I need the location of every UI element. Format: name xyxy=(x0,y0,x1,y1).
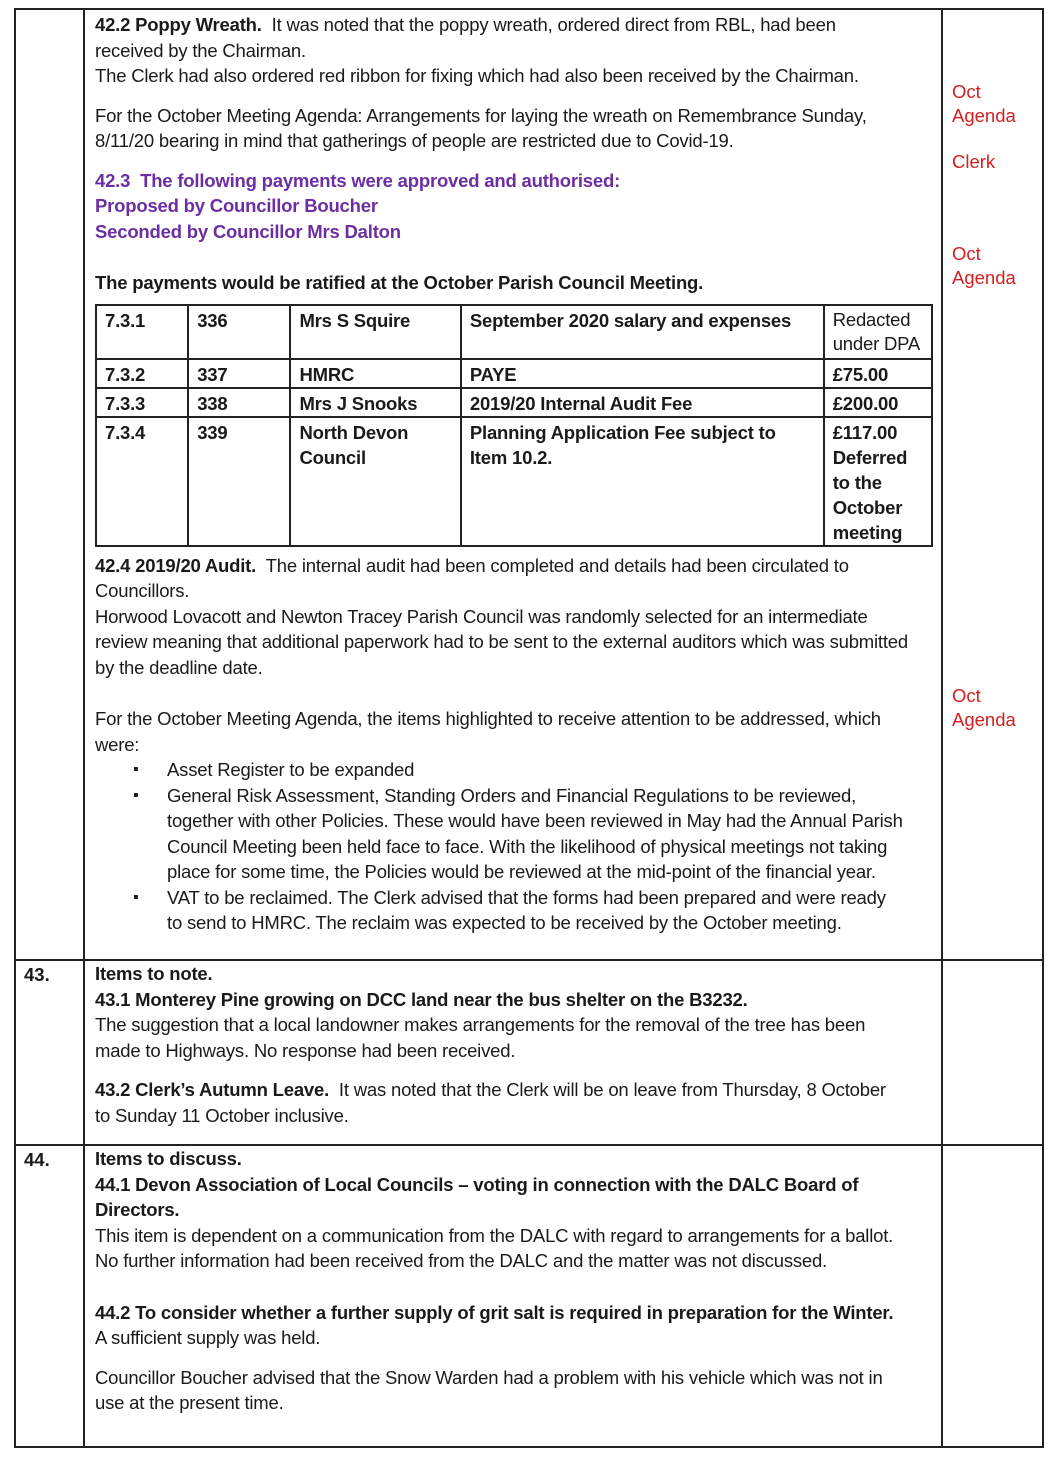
item-42-content xyxy=(95,12,937,936)
action-text: Oct xyxy=(952,81,981,102)
bullet-line: ▪ General Risk Assessment, Standing Orders and Financial Regulations to be reviewed, xyxy=(167,784,857,806)
payment-payee: Mrs J Snooks xyxy=(290,388,460,417)
table-row xyxy=(96,417,932,546)
grit-salt-line: A sufficient supply was held. xyxy=(95,1327,321,1348)
poppy-wreath-line: It was noted that the poppy wreath, ordered direct from RBL, had been xyxy=(271,14,836,35)
item-43-title: Items to note. xyxy=(95,963,213,984)
dalc-line: No further information had been received from the DALC and the matter was not discussed. xyxy=(95,1250,828,1271)
clerk-leave-line: to Sunday 11 October inclusive. xyxy=(95,1104,349,1126)
item-number-44: 44. xyxy=(24,1149,50,1170)
poppy-wreath-para xyxy=(95,12,937,38)
table-row xyxy=(96,359,932,388)
list-item xyxy=(167,885,937,936)
table-row xyxy=(96,305,932,359)
item-44-content xyxy=(95,1146,937,1416)
monterey-pine-line: made to Highways. No response had been received. xyxy=(95,1039,516,1061)
seconded-by: Seconded by Councillor Mrs Dalton xyxy=(95,220,401,242)
payment-cheque: 337 xyxy=(188,359,290,388)
bullet-line: place for some time, the Policies would be reviewed at the mid-point of the financial year. xyxy=(167,861,876,882)
payments-table xyxy=(95,304,933,547)
payment-cheque: 338 xyxy=(188,388,290,417)
column-divider-number xyxy=(83,8,85,1448)
audit-heading: 42.4 2019/20 Audit. xyxy=(95,554,257,576)
audit-line: Horwood Lovacott and Newton Tracey Parish Council was randomly selected for an intermediate xyxy=(95,605,868,627)
monterey-pine-line: The suggestion that a local landowner makes arrangements for the removal of the tree has been xyxy=(95,1014,866,1035)
october-agenda-line: 8/11/20 bearing in mind that gatherings of people are restricted due to Covid-19. xyxy=(95,130,734,151)
bullet-line: to send to HMRC. The reclaim was expected to be received by the October meeting. xyxy=(167,912,842,933)
dalc-line: This item is dependent on a communication from the DALC with regard to arrangements for a ballot. xyxy=(95,1224,894,1246)
payment-ref: 7.3.4 xyxy=(96,417,188,546)
payment-description: 2019/20 Internal Audit Fee xyxy=(461,388,824,417)
proposed-by: Proposed by Councillor Boucher xyxy=(95,195,378,216)
dalc-heading: Directors. xyxy=(95,1199,180,1220)
action-text: Oct xyxy=(952,243,981,264)
payment-ref: 7.3.2 xyxy=(96,359,188,388)
grit-salt-heading: 44.2 To consider whether a further supply of grit salt is required in preparation for the Winter. xyxy=(95,1301,894,1323)
payments-heading xyxy=(95,168,937,194)
clerk-leave-heading: 43.2 Clerk’s Autumn Leave. xyxy=(95,1079,330,1100)
audit-agenda-line: were: xyxy=(95,733,140,755)
action-oct-agenda-2 xyxy=(952,242,1016,290)
payment-ref: 7.3.3 xyxy=(96,388,188,417)
poppy-wreath-line: received by the Chairman. xyxy=(95,39,306,61)
payment-amount: £200.00 xyxy=(824,388,932,417)
list-item xyxy=(167,757,937,783)
payment-cheque: 339 xyxy=(188,417,290,546)
table-row xyxy=(96,388,932,417)
payment-amount: £117.00 Deferred to the October meeting xyxy=(824,417,932,546)
item-43-content xyxy=(95,961,937,1128)
minutes-page xyxy=(14,8,1044,1448)
bullet-line: ▪ VAT to be reclaimed. The Clerk advised that the forms had been prepared and were ready xyxy=(167,886,886,908)
bullet-line: Council Meeting been held face to face. With the likelihood of physical meetings not taking xyxy=(167,835,888,857)
audit-para xyxy=(95,553,937,579)
audit-bullet-list xyxy=(95,757,937,936)
column-divider-action xyxy=(941,8,943,1448)
payment-description: September 2020 salary and expenses xyxy=(461,305,824,359)
bullet-line: together with other Policies. These would have been reviewed in May had the Annual Parish xyxy=(167,810,903,831)
audit-line: review meaning that additional paperwork had to be sent to the external auditors which was submitted xyxy=(95,631,908,652)
payment-amount: £75.00 xyxy=(824,359,932,388)
action-text: Agenda xyxy=(952,709,1016,730)
payment-payee: Mrs S Squire xyxy=(290,305,460,359)
item-44-title: Items to discuss. xyxy=(95,1148,242,1169)
item-number-43: 43. xyxy=(24,964,50,985)
payment-cheque: 336 xyxy=(188,305,290,359)
clerk-leave-para xyxy=(95,1077,937,1103)
payment-payee: North Devon Council xyxy=(290,417,460,546)
audit-agenda-line: For the October Meeting Agenda, the items highlighted to receive attention to be addressed, which xyxy=(95,708,881,729)
payment-payee: HMRC xyxy=(290,359,460,388)
action-oct-agenda-1 xyxy=(952,80,1016,128)
poppy-wreath-line: The Clerk had also ordered red ribbon for fixing which had also been received by the Chairman. xyxy=(95,65,859,86)
action-text: Oct xyxy=(952,685,981,706)
poppy-wreath-heading: 42.2 Poppy Wreath. xyxy=(95,14,262,35)
audit-line: The internal audit had been completed and details had been circulated to xyxy=(265,554,849,576)
bullet-line: ▪ Asset Register to be expanded xyxy=(167,759,415,780)
payment-description: Planning Application Fee subject to Item 10.2. xyxy=(461,417,824,546)
monterey-pine-heading: 43.1 Monterey Pine growing on DCC land near the bus shelter on the B3232. xyxy=(95,988,748,1010)
clerk-leave-line: It was noted that the Clerk will be on leave from Thursday, 8 October xyxy=(338,1079,886,1100)
dalc-heading: 44.1 Devon Association of Local Councils – voting in connection with the DALC Board of xyxy=(95,1173,859,1195)
action-oct-agenda-3 xyxy=(952,684,1016,732)
list-item xyxy=(167,783,937,885)
action-text: Clerk xyxy=(952,151,996,172)
ratify-note: The payments would be ratified at the October Parish Council Meeting. xyxy=(95,272,704,293)
payments-number: 42.3 xyxy=(95,169,131,191)
audit-line: Councillors. xyxy=(95,580,190,601)
action-text: Agenda xyxy=(952,105,1016,126)
payment-ref: 7.3.1 xyxy=(96,305,188,359)
action-clerk xyxy=(952,150,995,174)
audit-line: by the deadline date. xyxy=(95,656,263,678)
action-text: Agenda xyxy=(952,267,1016,288)
payment-description: PAYE xyxy=(461,359,824,388)
payment-amount: Redacted under DPA xyxy=(824,305,932,359)
snow-warden-line: use at the present time. xyxy=(95,1392,284,1413)
october-agenda-line: For the October Meeting Agenda: Arrangements for laying the wreath on Remembrance Sunday, xyxy=(95,104,867,126)
snow-warden-line: Councillor Boucher advised that the Snow Warden had a problem with his vehicle which was not in xyxy=(95,1366,883,1388)
payments-title: The following payments were approved and authorised: xyxy=(140,169,621,191)
